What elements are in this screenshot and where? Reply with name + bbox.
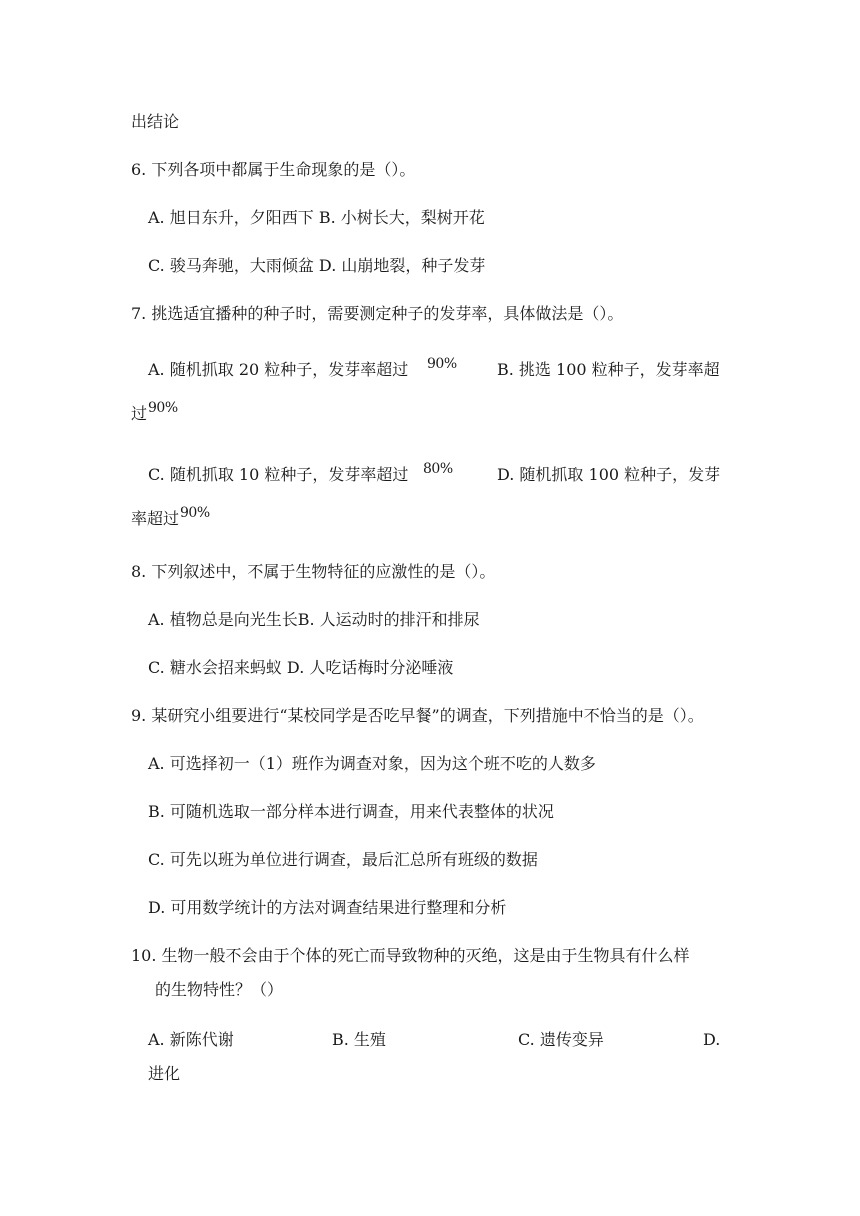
question-9-option-c: C. 可先以班为单位进行调查，最后汇总所有班级的数据 <box>148 850 538 869</box>
question-6-options-2: C. 骏马奔驰，大雨倾盆 D. 山崩地裂，种子发芽 <box>148 256 486 275</box>
question-8-options-1: A. 植物总是向光生长B. 人运动时的排汗和排尿 <box>148 610 480 629</box>
question-10-option-a: A. 新陈代谢 <box>148 1030 234 1049</box>
question-9-stem: 9. 某研究小组要进行“某校同学是否吃早餐”的调查，下列措施中不恰当的是（）。 <box>131 706 704 725</box>
question-6-options-1: A. 旭日东升，夕阳西下 B. 小树长大，梨树开花 <box>148 208 485 227</box>
question-7-option-b: B. 挑选 100 粒种子，发芽率超 <box>497 360 720 379</box>
question-8-stem: 8. 下列叙述中，不属于生物特征的应激性的是（）。 <box>131 562 496 581</box>
question-10-stem-line1: 10. 生物一般不会由于个体的死亡而导致物种的灭绝，这是由于生物具有什么样 <box>131 946 690 965</box>
question-7-option-d-percent: 90% <box>180 505 210 521</box>
question-7-option-d: D. 随机抓取 100 粒种子，发芽 <box>497 465 721 484</box>
question-7-option-a: A. 随机抓取 20 粒种子，发芽率超过 <box>148 360 409 379</box>
question-10-option-d-cont: 进化 <box>148 1064 181 1083</box>
question-9-option-b: B. 可随机选取一部分样本进行调查，用来代表整体的状况 <box>148 802 554 821</box>
question-8-options-2: C. 糖水会招来蚂蚁 D. 人吃话梅时分泌唾液 <box>148 658 454 677</box>
question-7-option-c: C. 随机抓取 10 粒种子，发芽率超过 <box>148 465 409 484</box>
question-7-option-c-percent: 80% <box>423 461 453 477</box>
question-10-stem-line2: 的生物特性？（） <box>155 980 284 999</box>
question-10-option-d: D. <box>703 1030 721 1049</box>
question-7-option-d-cont: 率超过 <box>131 509 180 528</box>
question-7-option-a-percent: 90% <box>427 356 457 372</box>
question-7-option-b-percent: 90% <box>148 400 178 416</box>
question-9-option-d: D. 可用数学统计的方法对调查结果进行整理和分析 <box>148 898 507 917</box>
continuation-text: 出结论 <box>131 112 180 131</box>
question-7-stem: 7. 挑选适宜播种的种子时，需要测定种子的发芽率，具体做法是（）。 <box>131 304 624 323</box>
question-9-option-a: A. 可选择初一（1）班作为调查对象，因为这个班不吃的人数多 <box>148 754 596 773</box>
question-10-option-b: B. 生殖 <box>332 1030 386 1049</box>
question-6-stem: 6. 下列各项中都属于生命现象的是（）。 <box>131 160 416 179</box>
question-10-option-c: C. 遗传变异 <box>518 1030 604 1049</box>
question-7-option-b-cont: 过 <box>131 404 148 423</box>
